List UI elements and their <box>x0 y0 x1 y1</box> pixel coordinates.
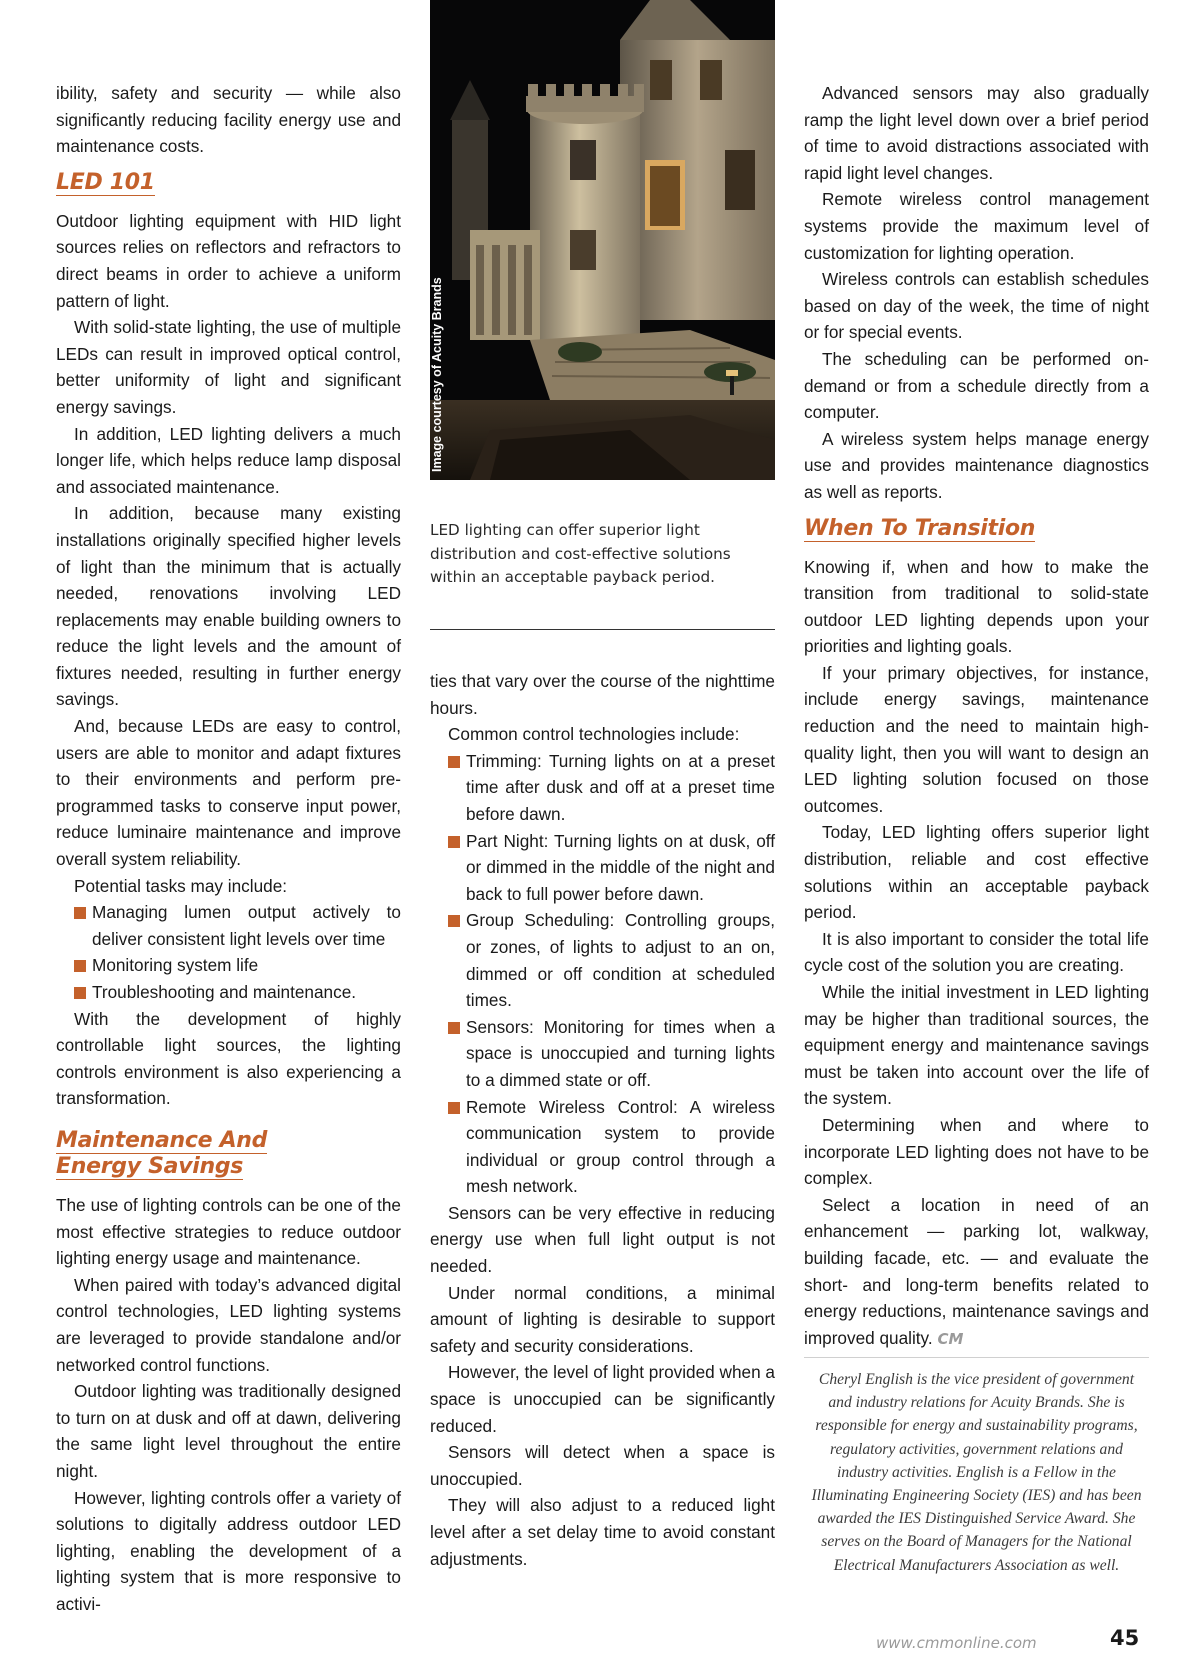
list-item: Sensors: Monitoring for times when a space is unoccupied and turning lights to a dimmed state or off. <box>430 1014 775 1094</box>
column-2 <box>430 668 775 1572</box>
paragraph: It is also important to consider the total life cycle cost of the solution you are creating. <box>804 928 1149 976</box>
list-item: Group Scheduling: Controlling groups, or zones, of lights to adjust to an on, dimmed or off condition at scheduled times. <box>430 907 775 1013</box>
heading-when-to-transition: When To Transition <box>804 515 1036 541</box>
paragraph: Potential tasks may include: <box>74 875 288 896</box>
list-item: Trimming: Turning lights on at a preset time after dusk and off at a preset time before dawn. <box>430 748 775 828</box>
building-night-photo <box>430 0 775 480</box>
page-number: 45 <box>1110 1626 1140 1650</box>
photo-caption: LED lighting can offer superior light distribution and cost-effective solutions within an acceptable payback period. <box>430 521 731 586</box>
paragraph: ibility, safety and security — while also significantly reducing facility energy use and maintenance costs. <box>56 83 401 157</box>
end-mark: CM <box>937 1329 964 1348</box>
paragraph: If your primary objectives, for instance, include energy savings, maintenance reduction and the need to maintain high-quality light, then you will want to design an LED lighting solution focused on those outcomes. <box>804 662 1149 816</box>
paragraph: Wireless controls can establish schedules based on day of the week, the time of night or for special events. <box>804 269 1149 343</box>
bio-divider <box>804 1357 1149 1358</box>
paragraph: Remote wireless control management systems provide the maximum level of customization for lighting operation. <box>804 189 1149 263</box>
paragraph: However, lighting controls offer a variety of solutions to digitally address outdoor LED lighting, enabling the development of a lighting system that is more responsive to activi- <box>56 1487 401 1614</box>
footer-url: www.cmmonline.com <box>876 1634 1037 1652</box>
paragraph: A wireless system helps manage energy use and provides maintenance diagnostics as well as reports. <box>804 428 1149 502</box>
paragraph: ties that vary over the course of the nighttime hours. <box>430 671 775 718</box>
photo-credit: Image courtesy of Acuity Brands <box>430 277 444 472</box>
paragraph: With the development of highly controllable light sources, the lighting controls environment is also experiencing a transformation. <box>56 1008 401 1109</box>
list-item: Troubleshooting and maintenance. <box>56 979 401 1006</box>
paragraph: Advanced sensors may also gradually ramp the light level down over a brief period of time to avoid distractions associated with rapid light level changes. <box>804 83 1149 183</box>
list-item: Remote Wireless Control: A wireless communication system to provide individual or group control through a mesh network. <box>430 1094 775 1200</box>
paragraph: With solid-state lighting, the use of multiple LEDs can result in improved optical control, better uniformity of light and significant energy savings. <box>56 317 401 417</box>
paragraph: When paired with today’s advanced digital control technologies, LED lighting systems are leveraged to provide standalone and/or networked control functions. <box>56 1274 401 1375</box>
list-item: Part Night: Turning lights on at dusk, off or dimmed in the middle of the night and back to full power before dawn. <box>430 828 775 908</box>
paragraph: In addition, LED lighting delivers a much longer life, which helps reduce lamp disposal and associated maintenance. <box>56 423 401 497</box>
paragraph: Outdoor lighting equipment with HID light sources relies on reflectors and refractors to direct beams in order to achieve a uniform pattern of light. <box>56 210 401 311</box>
author-bio: Cheryl English is the vice president of government and industry relations for Acuity Brands. She is responsible for energy and sustainability programs, regulatory activities, government relations and industry activities. English is a Fellow in the Illuminating Engineering Society (IES) and has been awarded the IES Distinguished Service Award. She serves on the Board of Managers for the National Electrical Manufacturers Association as well. <box>811 1371 1142 1574</box>
paragraph: While the initial investment in LED lighting may be higher than traditional sources, the equipment energy and maintenance savings must be taken into account over the life of the system. <box>804 982 1149 1109</box>
caption-divider <box>430 629 775 630</box>
paragraph: Today, LED lighting offers superior light distribution, reliable and cost effective solutions within an acceptable payback period. <box>804 822 1149 923</box>
paragraph: Sensors will detect when a space is unoccupied. <box>430 1442 775 1489</box>
list-item: Managing lumen output actively to deliver consistent light levels over time <box>56 899 401 952</box>
paragraph: Sensors can be very effective in reducing energy use when full light output is not needed. <box>430 1202 775 1277</box>
paragraph: However, the level of light provided when a space is unoccupied can be significantly reduced. <box>430 1362 775 1436</box>
paragraph: Outdoor lighting was traditionally designed to turn on at dusk and off at dawn, delivering the same light level throughout the entire night. <box>56 1381 401 1481</box>
paragraph: Common control technologies include: <box>448 724 740 745</box>
paragraph: Determining when and where to incorporate LED lighting does not have to be complex. <box>804 1114 1149 1189</box>
list-item: Monitoring system life <box>56 952 401 979</box>
paragraph-text: Select a location in need of an enhancement — parking lot, walkway, building facade, etc. — and evaluate the short- and long-term benefits related to energy reductions, maintenance savings and improved quality. <box>804 1194 1149 1348</box>
paragraph: They will also adjust to a reduced light level after a set delay time to avoid constant adjustments. <box>430 1495 775 1569</box>
paragraph: And, because LEDs are easy to control, users are able to monitor and adapt fixtures to their environments and perform pre-programmed tasks to conserve input power, reduce luminaire maintenance and improve overall system reliability. <box>56 716 401 870</box>
column-1 <box>56 80 401 1617</box>
paragraph <box>804 1192 1149 1353</box>
paragraph: In addition, because many existing installations originally specified higher levels of light than the minimum that is actually needed, renovations involving LED replacements may enable building owners to reduce the light levels and the amount of fixtures needed, resulting in further energy savings. <box>56 503 401 710</box>
controls-list <box>430 748 775 1200</box>
paragraph: The scheduling can be performed on-demand or from a schedule directly from a computer. <box>804 348 1149 423</box>
paragraph: Knowing if, when and how to make the transition from traditional to solid-state outdoor LED lighting depends upon your priorities and lighting goals. <box>804 556 1149 657</box>
heading-maintenance: Maintenance And Energy Savings <box>56 1127 268 1179</box>
paragraph: Under normal conditions, a minimal amount of lighting is desirable to support safety and security considerations. <box>430 1282 775 1356</box>
column-3 <box>804 80 1149 1352</box>
task-list <box>56 899 401 1005</box>
paragraph: The use of lighting controls can be one of the most effective strategies to reduce outdoor lighting energy usage and maintenance. <box>56 1194 401 1269</box>
heading-led-101: LED 101 <box>56 169 155 195</box>
